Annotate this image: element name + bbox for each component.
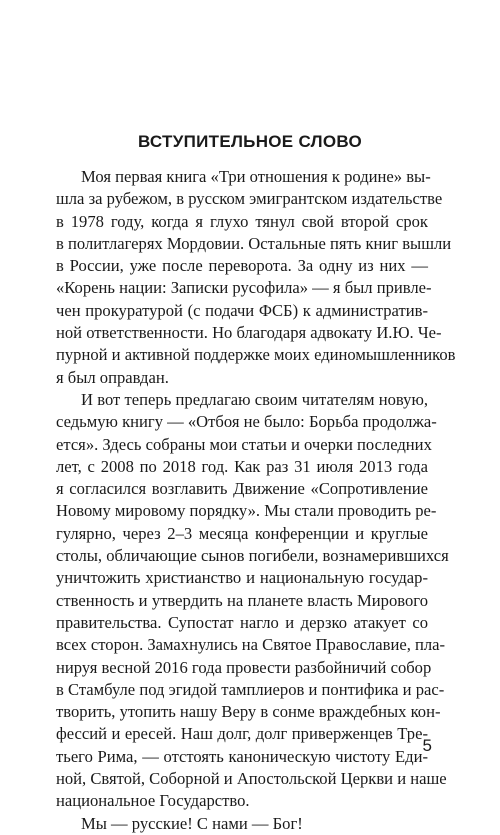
text-line: в Стамбуле под эгидой тамплиеров и понтифика и рас- [56,679,445,699]
text-line: ной ответственности. Но благодаря адвокату И.Ю. Че- [56,323,442,343]
text-line: гулярно, через 2–3 месяца конференции и круглые [56,523,428,543]
text-line: правительства. Супостат нагло и дерзко атакует со [56,612,428,632]
text-line: Новому мировому порядку». Мы стали проводить ре- [56,501,437,521]
paragraph-2 [56,389,449,813]
text-line: шла за рубежом, в русском эмигрантском издательстве [56,189,443,209]
text-line: я был оправдан. [56,367,169,387]
text-line: лет, с 2008 по 2018 год. Как раз 31 июля 2013 года [56,456,428,476]
paragraph-1 [56,166,456,389]
text-line: творить, утопить нашу Веру в сонме враждебных кон- [56,702,441,722]
text-line: Мы — русские! С нами — Бог! [81,813,303,833]
text-line: столы, обличающие сынов погибели, вознамерившихся [56,546,449,566]
text-line: седьмую книгу — «Отбоя не было: Борьба продолжа- [56,412,437,432]
text-line: ется». Здесь собраны мои статьи и очерки последних [56,434,432,454]
text-line: я согласился возглавить Движение «Сопротивление [56,479,428,499]
text-line: «Корень нации: Записки русофила» — я был привле- [56,278,432,298]
text-line: в 1978 году, когда я глухо тянул свой второй срок [56,211,428,231]
paragraph-3 [56,813,428,835]
text-line: И вот теперь предлагаю своим читателям новую, [81,389,428,409]
page-number: 5 [422,736,432,755]
text-line: тьего Рима, — отстоять каноническую чистоту Еди- [56,746,428,766]
text-line: нируя весной 2016 года провести разбойничий собор [56,657,432,677]
text-line: пурной и активной поддержке моих единомышленников [56,345,456,365]
text-line: фессий и ересей. Наш долг, долг приверженцев Тре- [56,724,428,744]
text-line: в России, уже после переворота. За одну из них — [56,256,428,276]
text-line: Моя первая книга «Три отношения к родине» вы- [81,167,431,186]
text-line: национальное Государство. [56,791,250,811]
body-text [56,166,456,835]
text-line: всех сторон. Замахнулись на Святое Православие, пла- [56,635,446,655]
chapter-heading: ВСТУПИТЕЛЬНОЕ СЛОВО [137,132,363,151]
text-line: ственность и утвердить на планете власть Мирового [56,590,428,610]
text-line: ной, Святой, Соборной и Апостольской Церкви и наше [56,769,447,789]
text-line: чен прокуратурой (с подачи ФСБ) к административ- [56,300,428,320]
text-line: в политлагерях Мордовии. Остальные пять книг вышли [56,233,452,253]
text-line: уничтожить христианство и национальную государ- [56,568,428,588]
